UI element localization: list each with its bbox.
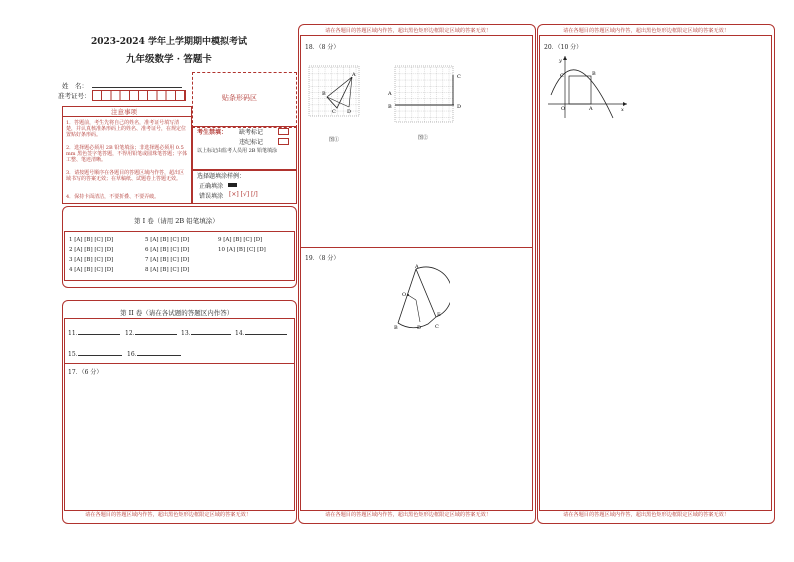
fig2-grid: [395, 66, 453, 122]
notice-title: 注意事项: [111, 108, 137, 116]
notice-title-divider: [62, 116, 191, 117]
svg-text:x: x: [621, 107, 624, 113]
fig1-caption: 图①: [329, 137, 340, 143]
svg-text:O: O: [402, 292, 407, 298]
fill-example-title: 选择题填涂样例：: [197, 173, 246, 180]
absent-note: 以上标记由监考人员用 2B 铅笔填涂: [197, 148, 278, 154]
warning-col3-bottom: 请在各题目的答题区域内作答，超出黑色矩形边框限定区域的答案无效！: [563, 512, 730, 518]
svg-text:D: D: [347, 109, 352, 115]
fill-blank-divider-1: [64, 363, 294, 364]
mc-row-7[interactable]: 7 [A] [B] [C] [D]: [145, 257, 190, 263]
svg-text:D: D: [457, 104, 462, 110]
violation-mark-label: 违纪标记: [239, 139, 264, 146]
mc-row-1[interactable]: 1 [A] [B] [C] [D]: [69, 237, 114, 243]
absent-label: 考生禁填：: [197, 129, 228, 136]
q20-graph: [545, 50, 630, 120]
blank-13-field[interactable]: [191, 334, 231, 335]
blank-11-label: 11．: [68, 330, 82, 337]
svg-text:A: A: [352, 72, 356, 78]
svg-text:B: B: [388, 104, 392, 110]
svg-text:A: A: [415, 264, 419, 270]
violation-checkbox[interactable]: [278, 138, 289, 145]
absent-checkbox[interactable]: [278, 128, 289, 135]
blank-12-field[interactable]: [135, 334, 177, 335]
q18-q19-divider: [300, 247, 532, 248]
svg-text:B: B: [322, 91, 326, 97]
exam-subtitle: 九年级数学 · 答题卡: [126, 54, 212, 65]
warning-col2-top: 请在各题目的答题区域内作答，超出黑色矩形边框限定区域的答案无效！: [325, 28, 492, 34]
svg-text:y: y: [559, 58, 562, 64]
fig2-caption: 图②: [418, 135, 429, 141]
mc-row-6[interactable]: 6 [A] [B] [C] [D]: [145, 247, 190, 253]
blank-12-label: 12．: [125, 330, 139, 337]
warning-col3-top: 请在各题目的答题区域内作答，超出黑色矩形边框限定区域的答案无效！: [563, 28, 730, 34]
mc-row-8[interactable]: 8 [A] [B] [C] [D]: [145, 267, 190, 273]
q18-label: 18．（8 分）: [305, 44, 340, 51]
blank-11-field[interactable]: [78, 334, 120, 335]
id-label: 准考证号：: [58, 92, 91, 100]
blank-13-label: 13．: [181, 330, 195, 337]
svg-text:C: C: [435, 324, 439, 330]
q20-rectangle: [569, 76, 591, 104]
svg-text:E: E: [437, 312, 441, 318]
name-field[interactable]: [92, 87, 182, 88]
blank-14-field[interactable]: [245, 334, 287, 335]
q20-label: 20．（10 分）: [544, 44, 583, 51]
fill-wrong-samples: [×] [√] [/]: [229, 191, 258, 198]
blank-14-label: 14．: [235, 330, 249, 337]
notice-item-3: 3．请按题号顺序在各题目的答题区域内作答，超出区域书写的答案无效；在草稿纸、试题卷上答题无效。: [66, 170, 185, 183]
absent-mark-label: 缺考标记: [239, 129, 264, 136]
q17-label: 17．（6 分）: [68, 369, 103, 376]
warning-col1: 请在各题目的答题区域内作答，超出黑色矩形边框限定区域的答案无效！: [85, 512, 252, 518]
part1-title: 第 I 卷（请用 2B 铅笔填涂）: [134, 217, 219, 225]
svg-text:C: C: [560, 73, 564, 79]
part2-title: 第 II 卷（请在各试题的答题区内作答）: [120, 309, 234, 317]
name-label: 姓 名：: [62, 82, 88, 90]
svg-text:C: C: [332, 109, 336, 115]
q19-label: 19．（8 分）: [305, 255, 340, 262]
notice-item-4: 4．保持卡面清洁，不要折叠、不要弄破。: [66, 194, 160, 200]
svg-text:O: O: [561, 106, 566, 112]
mc-row-4[interactable]: 4 [A] [B] [C] [D]: [69, 267, 114, 273]
blank-15-field[interactable]: [78, 355, 122, 356]
mc-row-9[interactable]: 9 [A] [B] [C] [D]: [218, 237, 263, 243]
mc-row-2[interactable]: 2 [A] [B] [C] [D]: [69, 247, 114, 253]
blank-16-field[interactable]: [137, 355, 181, 356]
fill-correct-sample: [228, 183, 237, 187]
mc-row-10[interactable]: 10 [A] [B] [C] [D]: [218, 247, 266, 253]
blank-15-label: 15．: [68, 351, 82, 358]
svg-text:B: B: [592, 71, 596, 77]
svg-text:C: C: [457, 74, 461, 80]
mc-row-5[interactable]: 5 [A] [B] [C] [D]: [145, 237, 190, 243]
id-boxes[interactable]: [92, 90, 186, 101]
svg-text:B: B: [394, 325, 398, 331]
q19-figure: [390, 260, 450, 335]
notice-item-1: 1．答题前，考生先将自己的姓名，准考证号填写清楚，并认真核准条形码上的姓名、准考证号，在规定位置贴好条形码。: [66, 120, 187, 139]
svg-text:A: A: [388, 91, 392, 97]
q17-answer-area[interactable]: [65, 375, 292, 508]
svg-text:D: D: [417, 325, 422, 331]
fill-correct-label: 正确填涂: [199, 183, 224, 190]
notice-item-2: 2．选择题必须用 2B 铅笔填涂；非选择题必须用 0.5 mm 黑色签字笔答题，不得用铅笔或圆珠笔答题；字体工整、笔迹清晰。: [66, 145, 188, 164]
fill-wrong-label: 错误填涂: [199, 193, 224, 200]
mc-row-3[interactable]: 3 [A] [B] [C] [D]: [69, 257, 114, 263]
barcode-label: 贴条形码区: [222, 94, 257, 102]
exam-title: 2023-2024 学年上学期期中模拟考试: [91, 37, 247, 47]
blank-16-label: 16．: [127, 351, 141, 358]
svg-text:A: A: [589, 106, 593, 112]
warning-col2-bottom: 请在各题目的答题区域内作答，超出黑色矩形边框限定区域的答案无效！: [325, 512, 492, 518]
